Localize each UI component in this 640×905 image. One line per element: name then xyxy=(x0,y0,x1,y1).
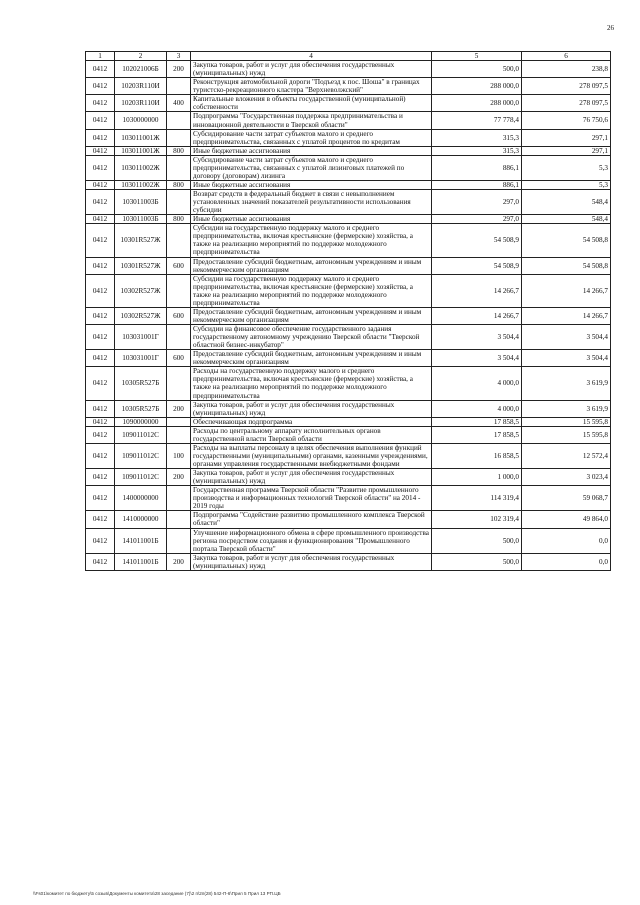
target-article-cell: 141011001Б xyxy=(115,528,167,553)
description-cell: Иные бюджетные ассигнования xyxy=(191,180,432,189)
expense-type-cell: 400 xyxy=(167,95,191,112)
actual-amount-cell: 278 097,5 xyxy=(522,78,611,95)
target-article-cell: 103011002Ж xyxy=(115,180,167,189)
table-row xyxy=(86,180,611,189)
expense-type-cell: 200 xyxy=(167,400,191,417)
target-article-cell: 109011012С xyxy=(115,443,167,468)
actual-amount-cell: 14 266,7 xyxy=(522,307,611,324)
column-header-1: 1 xyxy=(86,52,115,61)
column-header-3: 3 xyxy=(167,52,191,61)
plan-amount-cell: 315,3 xyxy=(432,129,522,146)
target-article-cell: 109011012С xyxy=(115,426,167,443)
plan-amount-cell: 3 504,4 xyxy=(432,350,522,367)
expense-type-cell xyxy=(167,417,191,426)
column-header-4: 4 xyxy=(191,52,432,61)
section-code-cell: 0412 xyxy=(86,61,115,78)
target-article-cell: 10302R527Ж xyxy=(115,307,167,324)
target-article-cell: 103011003Б xyxy=(115,190,167,215)
actual-amount-cell: 15 595,8 xyxy=(522,417,611,426)
description-cell: Государственная программа Тверской области "Развитие промышленного производства и информационных технологий Тверской области" на 2014 - 2019 годы xyxy=(191,486,432,511)
page-number: 26 xyxy=(607,24,614,32)
expense-type-cell: 200 xyxy=(167,469,191,486)
actual-amount-cell: 3 504,4 xyxy=(522,350,611,367)
section-code-cell: 0412 xyxy=(86,155,115,180)
table-row xyxy=(86,443,611,468)
table-row xyxy=(86,78,611,95)
budget-table xyxy=(85,51,611,571)
description-cell: Закупка товаров, работ и услуг для обеспечения государственных (муниципальных) нужд xyxy=(191,61,432,78)
plan-amount-cell: 54 508,9 xyxy=(432,257,522,274)
target-article-cell: 10305R527Б xyxy=(115,400,167,417)
expense-type-cell xyxy=(167,325,191,350)
expense-type-cell xyxy=(167,190,191,215)
column-header-5: 5 xyxy=(432,52,522,61)
expense-type-cell xyxy=(167,511,191,528)
expense-type-cell xyxy=(167,367,191,400)
target-article-cell: 10301R527Ж xyxy=(115,224,167,257)
actual-amount-cell: 297,1 xyxy=(522,146,611,155)
expense-type-cell xyxy=(167,129,191,146)
description-cell: Закупка товаров, работ и услуг для обеспечения государственных (муниципальных) нужд xyxy=(191,469,432,486)
plan-amount-cell: 297,0 xyxy=(432,215,522,224)
plan-amount-cell: 297,0 xyxy=(432,190,522,215)
plan-amount-cell: 4 000,0 xyxy=(432,400,522,417)
actual-amount-cell: 59 068,7 xyxy=(522,486,611,511)
actual-amount-cell: 5,3 xyxy=(522,155,611,180)
section-code-cell: 0412 xyxy=(86,553,115,570)
expense-type-cell xyxy=(167,486,191,511)
description-cell: Закупка товаров, работ и услуг для обеспечения государственных (муниципальных) нужд xyxy=(191,553,432,570)
table-row xyxy=(86,146,611,155)
section-code-cell: 0412 xyxy=(86,274,115,307)
plan-amount-cell: 1 000,0 xyxy=(432,469,522,486)
table-row xyxy=(86,95,611,112)
plan-amount-cell: 77 778,4 xyxy=(432,112,522,129)
actual-amount-cell: 548,4 xyxy=(522,190,611,215)
table-row xyxy=(86,224,611,257)
header-row xyxy=(86,52,611,61)
section-code-cell: 0412 xyxy=(86,224,115,257)
section-code-cell: 0412 xyxy=(86,307,115,324)
description-cell: Субсидии на государственную поддержку малого и среднего предпринимательства, включая крестьянские (фермерские) хозяйства, а также на реализацию мероприятий по поддержке молодежного предпринимательства xyxy=(191,274,432,307)
plan-amount-cell: 500,0 xyxy=(432,528,522,553)
description-cell: Расходы на выплаты персоналу в целях обеспечения выполнения функций государственными (муниципальными) органами, казенными учреждениями, органами управления государственными внебюджетными фондами xyxy=(191,443,432,468)
expense-type-cell: 600 xyxy=(167,257,191,274)
actual-amount-cell: 0,0 xyxy=(522,553,611,570)
table-row xyxy=(86,257,611,274)
description-cell: Субсидирование части затрат субъектов малого и среднего предпринимательства, связанных с уплатой лизинговых платежей по договору (договорам) лизинга xyxy=(191,155,432,180)
target-article-cell: 109011012С xyxy=(115,469,167,486)
section-code-cell: 0412 xyxy=(86,511,115,528)
target-article-cell: 10302R527Ж xyxy=(115,274,167,307)
column-header-6: 6 xyxy=(522,52,611,61)
description-cell: Иные бюджетные ассигнования xyxy=(191,146,432,155)
plan-amount-cell: 288 000,0 xyxy=(432,78,522,95)
table-row xyxy=(86,511,611,528)
plan-amount-cell: 114 319,4 xyxy=(432,486,522,511)
section-code-cell: 0412 xyxy=(86,129,115,146)
plan-amount-cell: 17 858,5 xyxy=(432,417,522,426)
expense-type-cell: 800 xyxy=(167,180,191,189)
target-article-cell: 103031001Г xyxy=(115,350,167,367)
table-row xyxy=(86,367,611,400)
table-row xyxy=(86,417,611,426)
description-cell: Закупка товаров, работ и услуг для обеспечения государственных (муниципальных) нужд xyxy=(191,400,432,417)
target-article-cell: 10305R527Б xyxy=(115,367,167,400)
description-cell: Обеспечивающая подпрограмма xyxy=(191,417,432,426)
expense-type-cell xyxy=(167,224,191,257)
plan-amount-cell: 500,0 xyxy=(432,553,522,570)
actual-amount-cell: 14 266,7 xyxy=(522,274,611,307)
plan-amount-cell: 315,3 xyxy=(432,146,522,155)
table-row xyxy=(86,486,611,511)
target-article-cell: 1090000000 xyxy=(115,417,167,426)
expense-type-cell xyxy=(167,426,191,443)
table-row xyxy=(86,129,611,146)
description-cell: Предоставление субсидий бюджетным, автономным учреждениям и иным некоммерческим организациям xyxy=(191,257,432,274)
column-header-2: 2 xyxy=(115,52,167,61)
expense-type-cell xyxy=(167,112,191,129)
plan-amount-cell: 14 266,7 xyxy=(432,307,522,324)
section-code-cell: 0412 xyxy=(86,78,115,95)
target-article-cell: 103011001Ж xyxy=(115,129,167,146)
target-article-cell: 141011001Б xyxy=(115,553,167,570)
target-article-cell: 1400000000 xyxy=(115,486,167,511)
table-row xyxy=(86,426,611,443)
actual-amount-cell: 54 508,8 xyxy=(522,224,611,257)
table-row xyxy=(86,112,611,129)
plan-amount-cell: 17 858,5 xyxy=(432,426,522,443)
section-code-cell: 0412 xyxy=(86,95,115,112)
description-cell: Капитальные вложения в объекты государственной (муниципальной) собственности xyxy=(191,95,432,112)
section-code-cell: 0412 xyxy=(86,112,115,129)
actual-amount-cell: 548,4 xyxy=(522,215,611,224)
actual-amount-cell: 3 619,9 xyxy=(522,367,611,400)
actual-amount-cell: 54 508,8 xyxy=(522,257,611,274)
plan-amount-cell: 288 000,0 xyxy=(432,95,522,112)
section-code-cell: 0412 xyxy=(86,350,115,367)
target-article-cell: 102021006Б xyxy=(115,61,167,78)
section-code-cell: 0412 xyxy=(86,190,115,215)
description-cell: Субсидии на государственную поддержку малого и среднего предпринимательства, включая крестьянские (фермерские) хозяйства, а также на реализацию мероприятий по поддержке молодежного предпринимательства xyxy=(191,224,432,257)
actual-amount-cell: 76 750,6 xyxy=(522,112,611,129)
section-code-cell: 0412 xyxy=(86,146,115,155)
table-row xyxy=(86,400,611,417)
section-code-cell: 0412 xyxy=(86,325,115,350)
plan-amount-cell: 16 858,5 xyxy=(432,443,522,468)
section-code-cell: 0412 xyxy=(86,257,115,274)
expense-type-cell: 200 xyxy=(167,553,191,570)
section-code-cell: 0412 xyxy=(86,417,115,426)
target-article-cell: 1410000000 xyxy=(115,511,167,528)
table-row xyxy=(86,325,611,350)
description-cell: Улучшение информационного обмена в сфере промышленного производства региона посредством создания и функционирования "Промышленного портала Тверской области" xyxy=(191,528,432,553)
expense-type-cell xyxy=(167,528,191,553)
description-cell: Подпрограмма "Содействие развитию промышленного комплекса Тверской области" xyxy=(191,511,432,528)
section-code-cell: 0412 xyxy=(86,443,115,468)
description-cell: Иные бюджетные ассигнования xyxy=(191,215,432,224)
expense-type-cell: 600 xyxy=(167,307,191,324)
table-row xyxy=(86,553,611,570)
expense-type-cell: 800 xyxy=(167,146,191,155)
section-code-cell: 0412 xyxy=(86,180,115,189)
expense-type-cell: 600 xyxy=(167,350,191,367)
description-cell: Субсидии на финансовое обеспечение государственного задания государственному автономному учреждению Тверской области "Тверской областной бизнес-инкубатор" xyxy=(191,325,432,350)
actual-amount-cell: 3 504,4 xyxy=(522,325,611,350)
target-article-cell: 10301R527Ж xyxy=(115,257,167,274)
description-cell: Предоставление субсидий бюджетным, автономным учреждениям и иным некоммерческим организациям xyxy=(191,350,432,367)
target-article-cell: 10203R110И xyxy=(115,78,167,95)
section-code-cell: 0412 xyxy=(86,215,115,224)
description-cell: Субсидирование части затрат субъектов малого и среднего предпринимательства, связанных с уплатой процентов по кредитам xyxy=(191,129,432,146)
table-row xyxy=(86,155,611,180)
actual-amount-cell: 12 572,4 xyxy=(522,443,611,468)
target-article-cell: 103031001Г xyxy=(115,325,167,350)
plan-amount-cell: 4 000,0 xyxy=(432,367,522,400)
actual-amount-cell: 5,3 xyxy=(522,180,611,189)
description-cell: Реконструкция автомобильной дороги "Подъезд к пос. Шоша" в границах туристско-рекреационного кластера "Верхневолжский" xyxy=(191,78,432,95)
section-code-cell: 0412 xyxy=(86,486,115,511)
table-row xyxy=(86,469,611,486)
plan-amount-cell: 54 508,9 xyxy=(432,224,522,257)
actual-amount-cell: 238,8 xyxy=(522,61,611,78)
actual-amount-cell: 15 595,8 xyxy=(522,426,611,443)
actual-amount-cell: 297,1 xyxy=(522,129,611,146)
description-cell: Расходы по центральному аппарату исполнительных органов государственной власти Тверской области xyxy=(191,426,432,443)
description-cell: Предоставление субсидий бюджетным, автономным учреждениям и иным некоммерческим организациям xyxy=(191,307,432,324)
expense-type-cell: 800 xyxy=(167,215,191,224)
table-row xyxy=(86,215,611,224)
actual-amount-cell: 3 619,9 xyxy=(522,400,611,417)
description-cell: Возврат средств в федеральный бюджет в связи с невыполнением установленных значений показателей результативности использования субсидии xyxy=(191,190,432,215)
plan-amount-cell: 102 319,4 xyxy=(432,511,522,528)
table-row xyxy=(86,61,611,78)
section-code-cell: 0412 xyxy=(86,400,115,417)
plan-amount-cell: 886,1 xyxy=(432,180,522,189)
section-code-cell: 0412 xyxy=(86,367,115,400)
target-article-cell: 1030000000 xyxy=(115,112,167,129)
table-row xyxy=(86,528,611,553)
target-article-cell: 103011001Ж xyxy=(115,146,167,155)
expense-type-cell xyxy=(167,78,191,95)
expense-type-cell xyxy=(167,274,191,307)
expense-type-cell xyxy=(167,155,191,180)
actual-amount-cell: 49 864,0 xyxy=(522,511,611,528)
description-cell: Подпрограмма "Государственная поддержка предпринимательства и инновационной деятельности в Тверской области" xyxy=(191,112,432,129)
table-row xyxy=(86,190,611,215)
table-body xyxy=(86,61,611,571)
actual-amount-cell: 3 023,4 xyxy=(522,469,611,486)
plan-amount-cell: 886,1 xyxy=(432,155,522,180)
plan-amount-cell: 500,0 xyxy=(432,61,522,78)
target-article-cell: 103011003Б xyxy=(115,215,167,224)
table-row xyxy=(86,274,611,307)
actual-amount-cell: 278 097,5 xyxy=(522,95,611,112)
section-code-cell: 0412 xyxy=(86,469,115,486)
table-row xyxy=(86,307,611,324)
plan-amount-cell: 14 266,7 xyxy=(432,274,522,307)
target-article-cell: 10203R110И xyxy=(115,95,167,112)
footer-file-path: \\Fs01\комитет по бюджету\5 созыв\Документы комитета\28 заседание (7)\2 п\2п(28) 542-П-6\Прил 5 Прил 13 РП.ЦБ xyxy=(33,891,281,896)
description-cell: Расходы на государственную поддержку малого и среднего предпринимательства, включая крестьянские (фермерские) хозяйства, а также на реализацию мероприятий по поддержке молодежного предпринимательства xyxy=(191,367,432,400)
section-code-cell: 0412 xyxy=(86,528,115,553)
target-article-cell: 103011002Ж xyxy=(115,155,167,180)
plan-amount-cell: 3 504,4 xyxy=(432,325,522,350)
table-row xyxy=(86,350,611,367)
expense-type-cell: 200 xyxy=(167,61,191,78)
expense-type-cell: 100 xyxy=(167,443,191,468)
section-code-cell: 0412 xyxy=(86,426,115,443)
actual-amount-cell: 0,0 xyxy=(522,528,611,553)
